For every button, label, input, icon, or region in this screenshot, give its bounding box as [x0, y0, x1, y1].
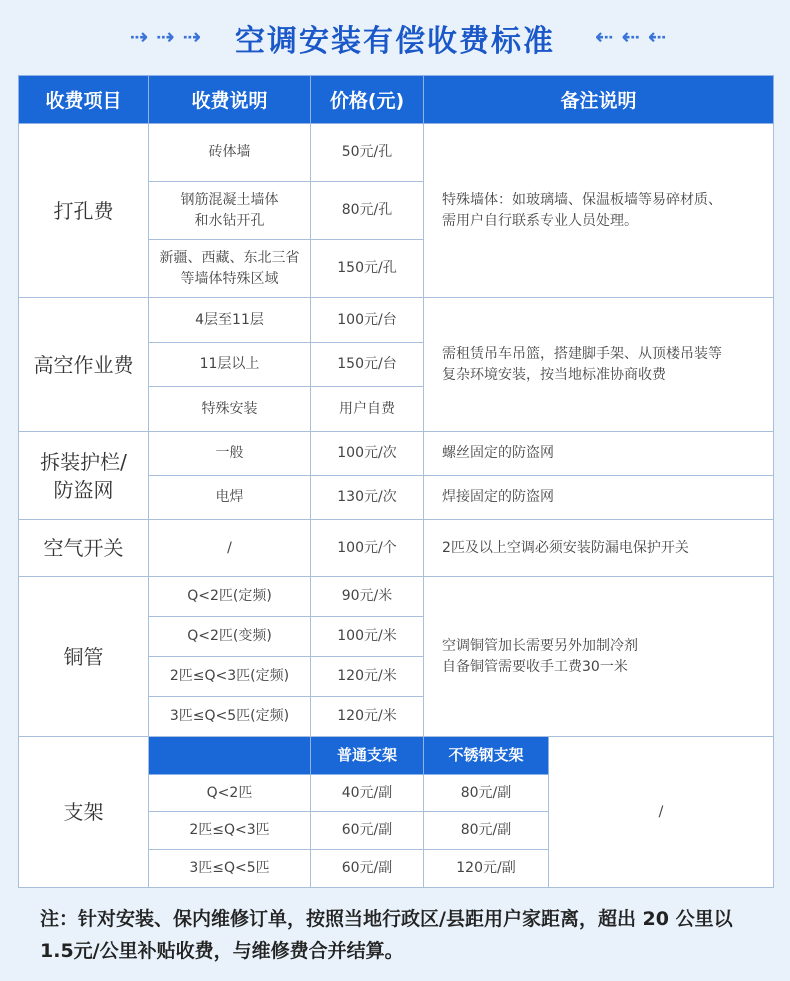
note-cell: 空调铜管加长需要另外加制冷剂 自备铜管需要收手工费30一米: [424, 577, 774, 737]
header-price: 价格(元): [311, 76, 424, 124]
page-header: [0, 0, 790, 75]
note-cell: /: [549, 737, 774, 888]
desc-cell: 2匹≤Q<3匹(定频): [149, 657, 311, 697]
bracket-subhead-steel: 不锈钢支架: [424, 737, 549, 775]
page-title: 空调安装有偿收费标准: [235, 23, 555, 59]
bracket-subhead-normal: 普通支架: [311, 737, 424, 775]
header-note: 备注说明: [424, 76, 774, 124]
desc-cell: 3匹≤Q<5匹: [149, 850, 311, 888]
table-row: [19, 737, 774, 775]
note-cell: 螺丝固定的防盗网: [424, 432, 774, 476]
price-cell: 50元/孔: [311, 124, 424, 182]
arrow-right-icon: ⇢: [156, 25, 169, 50]
table-row: [19, 520, 774, 577]
price-cell: 150元/孔: [311, 240, 424, 298]
note-cell: 焊接固定的防盗网: [424, 476, 774, 520]
desc-cell: 砖体墙: [149, 124, 311, 182]
price-cell: 120元/米: [311, 657, 424, 697]
right-arrows: [595, 25, 660, 50]
header-desc: 收费说明: [149, 76, 311, 124]
price-cell: 80元/副: [424, 775, 549, 812]
price-cell: 150元/台: [311, 343, 424, 387]
arrow-left-icon: ⇠: [647, 25, 661, 50]
left-arrows: [130, 25, 195, 50]
price-cell: 用户自费: [311, 387, 424, 432]
price-cell: 130元/次: [311, 476, 424, 520]
desc-cell: /: [149, 520, 311, 577]
desc-cell: Q<2匹(变频): [149, 617, 311, 657]
desc-cell: 3匹≤Q<5匹(定频): [149, 697, 311, 737]
desc-cell: 新疆、西藏、东北三省 等墙体特殊区域: [149, 240, 311, 298]
desc-cell: Q<2匹: [149, 775, 311, 812]
table-header-row: [19, 76, 774, 124]
price-cell: 120元/副: [424, 850, 549, 888]
price-cell: 40元/副: [311, 775, 424, 812]
footer-note: 注：针对安装、保内维修订单，按照当地行政区/县距用户家距离，超出 20 公里以 1.5元/公里补贴收费，与维修费合并结算。: [40, 908, 733, 962]
desc-cell: Q<2匹(定频): [149, 577, 311, 617]
category-guard: 拆装护栏/ 防盗网: [19, 432, 149, 520]
note-cell: 2匹及以上空调必须安装防漏电保护开关: [424, 520, 774, 577]
price-cell: 100元/个: [311, 520, 424, 577]
desc-cell: 11层以上: [149, 343, 311, 387]
price-cell: 100元/米: [311, 617, 424, 657]
arrow-right-icon: ⇢: [129, 25, 143, 50]
desc-cell: 一般: [149, 432, 311, 476]
category-height: 高空作业费: [19, 298, 149, 432]
desc-cell: 特殊安装: [149, 387, 311, 432]
price-cell: 100元/次: [311, 432, 424, 476]
fee-table-wrapper: [18, 75, 773, 888]
desc-cell: 电焊: [149, 476, 311, 520]
price-cell: 120元/米: [311, 697, 424, 737]
note-cell: 需租赁吊车吊篮，搭建脚手架、从顶楼吊装等 复杂环境安装，按当地标准协商收费: [424, 298, 774, 432]
desc-cell: 2匹≤Q<3匹: [149, 812, 311, 850]
table-row: [19, 124, 774, 182]
table-row: [19, 298, 774, 343]
table-row: [19, 432, 774, 476]
price-cell: 90元/米: [311, 577, 424, 617]
price-cell: 60元/副: [311, 812, 424, 850]
price-cell: 80元/副: [424, 812, 549, 850]
category-switch: 空气开关: [19, 520, 149, 577]
arrow-left-icon: ⇠: [621, 25, 634, 50]
desc-cell: 钢筋混凝土墙体 和水钻开孔: [149, 182, 311, 240]
desc-cell: 4层至11层: [149, 298, 311, 343]
fee-table: [18, 75, 774, 888]
table-row: [19, 577, 774, 617]
price-cell: 80元/孔: [311, 182, 424, 240]
arrow-right-icon: ⇢: [182, 25, 195, 50]
header-item: 收费项目: [19, 76, 149, 124]
category-copper: 铜管: [19, 577, 149, 737]
category-drilling: 打孔费: [19, 124, 149, 298]
note-cell: 特殊墙体：如玻璃墙、保温板墙等易碎材质、 需用户自行联系专业人员处理。: [424, 124, 774, 298]
price-cell: 60元/副: [311, 850, 424, 888]
price-cell: 100元/台: [311, 298, 424, 343]
category-bracket: 支架: [19, 737, 149, 888]
arrow-left-icon: ⇠: [595, 25, 608, 50]
bracket-subhead-blank: [149, 737, 311, 775]
